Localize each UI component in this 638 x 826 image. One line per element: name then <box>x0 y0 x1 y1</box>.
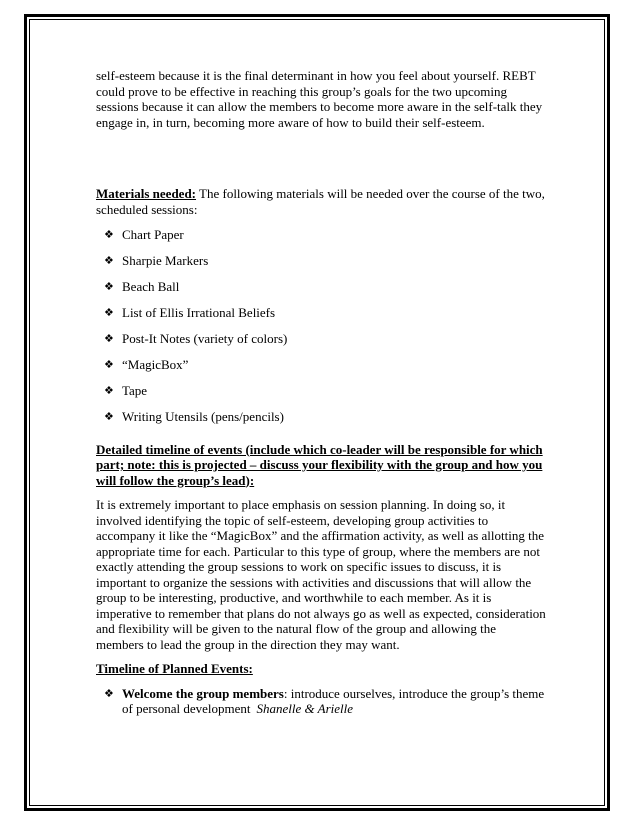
list-item-text: Tape <box>122 383 148 398</box>
list-item-text: Chart Paper <box>122 227 184 242</box>
materials-heading: Materials needed: <box>96 186 197 201</box>
list-item-text: Beach Ball <box>122 279 180 294</box>
intro-paragraph: self-esteem because it is the final determinant in how you feel about yourself. REBT could prove to be effective in reaching this group’s goals for the two upcoming sessions because it can allow the members to become more aware in the self-talk they engage in, in turn, becoming more aware of how to build their self-esteem. <box>96 68 543 130</box>
materials-intro <box>96 186 546 217</box>
planned-events-list <box>96 686 546 717</box>
timeline-details-heading: Detailed timeline of events (include which co-leader will be responsible for which part; note: this is projected – discuss your flexibility with the group and how you will follow the group’s lead): <box>96 441 543 488</box>
diamond-bullet-icon: ❖ <box>104 384 114 397</box>
list-item-text: “MagicBox” <box>122 357 189 372</box>
event-leaders: Shanelle & Arielle <box>256 701 354 716</box>
event-text <box>122 686 546 717</box>
list-item <box>104 383 546 399</box>
planned-events-heading: Timeline of Planned Events: <box>96 661 253 676</box>
diamond-bullet-icon: ❖ <box>104 280 114 293</box>
event-title: Welcome the group members <box>122 685 284 701</box>
event-description: : introduce ourselves, introduce the group’s theme of personal development <box>122 685 545 716</box>
list-item <box>104 227 546 243</box>
diamond-bullet-icon: ❖ <box>104 228 114 241</box>
list-item-text: Post-It Notes (variety of colors) <box>122 331 288 346</box>
timeline-paragraph: It is extremely important to place emphasis on session planning. In doing so, it involved identifying the topic of self-esteem, developing group activities to accompany it like the “MagicBox” and the affirmation activity, as well as allotting the appropriate time for each. Particular to this type of group, where the members are not exactly attending the group sessions to work on specific issues to discuss, it is important to organize the sessions with activities and discussions that will allow the group to be interesting, productive, and worthwhile to each member. As it is imperative to remember that plans do not always go as well as expected, consideration and flexibility will be given to the natural flow of the group and allowing the members to lead the group in the direction they may want. <box>96 497 546 652</box>
list-item <box>104 686 546 717</box>
diamond-bullet-icon: ❖ <box>104 358 114 371</box>
list-item <box>104 305 546 321</box>
list-item <box>104 357 546 373</box>
list-item-text: Sharpie Markers <box>122 253 209 268</box>
list-item-text: Writing Utensils (pens/pencils) <box>122 409 284 424</box>
diamond-bullet-icon: ❖ <box>104 410 114 423</box>
materials-list <box>96 227 546 425</box>
list-item <box>104 331 546 347</box>
list-item-text: List of Ellis Irrational Beliefs <box>122 305 276 320</box>
document-body <box>96 68 546 717</box>
materials-intro-text: The following materials will be needed over the course of the two, scheduled sessions: <box>96 186 545 217</box>
list-item <box>104 253 546 269</box>
list-item <box>104 409 546 425</box>
diamond-bullet-icon: ❖ <box>104 306 114 319</box>
diamond-bullet-icon: ❖ <box>104 254 114 267</box>
diamond-bullet-icon: ❖ <box>104 686 114 700</box>
diamond-bullet-icon: ❖ <box>104 332 114 345</box>
list-item <box>104 279 546 295</box>
